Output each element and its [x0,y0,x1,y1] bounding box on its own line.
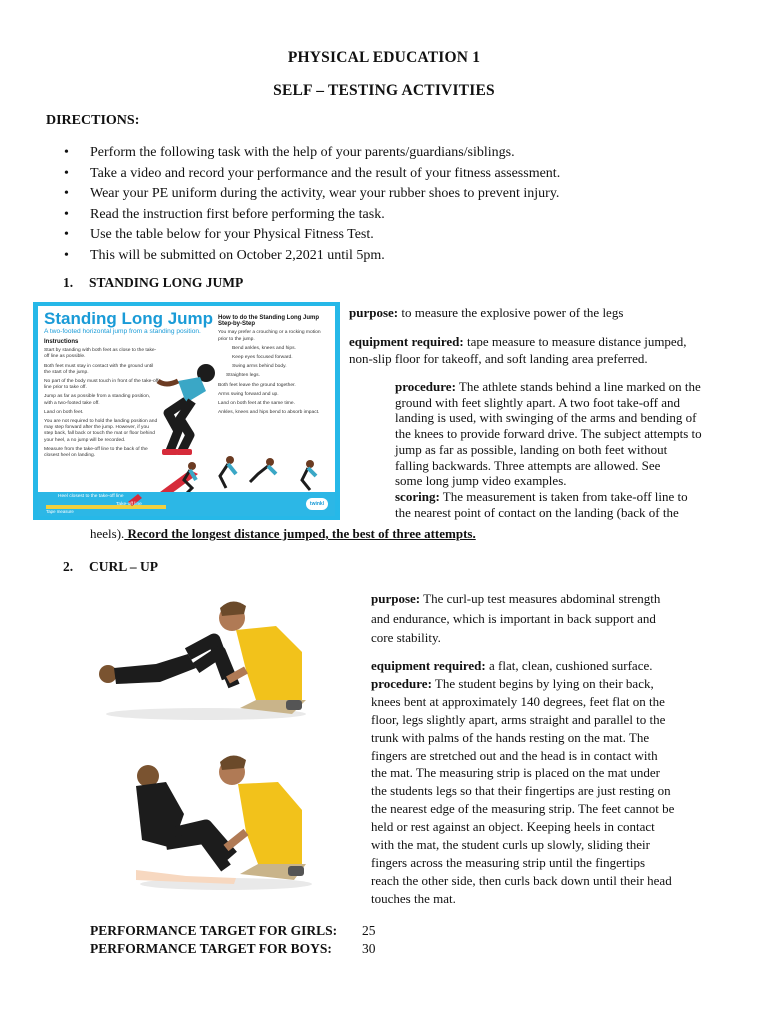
long-jump-equipment [349,333,686,367]
equipment-text: a flat, clean, cushioned surface. [485,658,653,673]
procedure-line: The athlete stands behind a line marked on the [455,379,701,394]
poster-step: Arms swing forward and up. [218,391,279,397]
target-girls-value: 25 [362,923,376,938]
poster-title: Standing Long Jump [44,309,214,328]
poster-tape-label: Tape measure [46,509,74,514]
section-number: 1. [63,275,74,290]
document-subtitle: SELF – TESTING ACTIVITIES [273,82,495,99]
procedure-line: held or rest against an object. Keeping heels in contact [371,819,655,835]
long-jump-scoring-end [90,526,476,542]
scoring-text: The measurement is taken from take-off line to [439,488,688,504]
procedure-line: some long jump video examples. [395,473,567,489]
poster-instruction: Jump as far as possible from a standing position, with a two-footed take off. [44,394,151,406]
section-title: STANDING LONG JUMP [89,275,244,290]
procedure-line: jump as far as possible, landing on both feet without [395,441,668,457]
poster-step: Ankles, knees and hips bend to absorb impact. [218,410,320,416]
curl-up-start-photo [96,596,312,724]
procedure-line: trunk with palms of the hands resting on the mat. The [371,729,650,745]
purpose-line: The curl-up test measures abdominal strength [420,591,661,606]
crouching-jumper-illustration [148,351,228,461]
poster-step: You may prefer a crouching or a rocking motion prior to the jump. [218,330,321,342]
procedure-line: landing is used, with swinging of the arms and bending of [395,410,697,426]
equipment-text: tape measure to measure distance jumped, [463,334,687,349]
purpose-label: purpose: [349,305,399,320]
poster-step: Both feet leave the ground together. [218,382,296,388]
procedure-line: with the mat, the student curls up slowly, sliding their [371,837,650,853]
performance-targets [90,922,376,957]
poster-takeoff-label: Take-off line [116,502,142,507]
poster-instruction: Start by standing with both feet as close to the take-off line as possible. [44,348,157,360]
procedure-line: reach the other side, then curls back down until their head [371,872,672,888]
procedure-line: touches the mat. [371,890,456,906]
poster-instruction: Both feet must stay in contact with the ground until the start of the jump. [44,363,154,375]
poster-instruction: No part of the body must touch in front of the take-off line prior to take off. [44,379,159,391]
curl-up-details [371,657,674,908]
procedure-line: ground with feet slightly apart. A two foot take-off and [395,394,680,410]
poster-instruction: Land on both feet. [44,409,84,415]
directions-heading: DIRECTIONS: [46,113,140,128]
procedure-line: fingers across the measuring strip until the fingertips [371,854,646,870]
procedure-line: the nearest edge of the measuring strip. The feet cannot be [371,801,675,817]
poster-steps-heading: How to do the Standing Long Jump Step-by-Step [218,315,319,328]
procedure-line: the knees to provide forward drive. The subject attempts to [395,426,702,442]
target-boys-value: 30 [362,940,376,956]
poster-step: Swing arms behind body. [232,364,287,370]
long-jump-poster [33,302,340,520]
poster-instructions [44,339,159,462]
poster-step: Bend ankles, knees and hips. [232,345,296,351]
directions-item: • Use the table below for your Physical Fitness Test. [60,225,560,246]
poster-instruction: Measure from the take-off line to the back of the closest heel on landing. [44,446,148,459]
directions-item: • This will be submitted on October 2,2021 until 5pm. [60,246,560,267]
section-number: 2. [63,559,74,574]
scoring-emphasis: Record the longest distance jumped, the best of three attempts. [124,526,476,541]
directions-item: • Take a video and record your performance and the result of your fitness assessment. [60,164,560,185]
procedure-label: procedure: [395,379,456,394]
directions-item: • Wear your PE uniform during the activity, wear your rubber shoes to prevent injury. [60,184,560,205]
directions-list [60,143,560,266]
procedure-line: falling backwards. Three attempts are allowed. See [395,457,661,473]
section-heading-curl-up [63,559,158,575]
long-jump-procedure [395,379,702,520]
poster-subtitle: A two-footed horizontal jump from a standing position. [44,328,201,335]
poster-instructions-heading: Instructions [44,339,79,345]
poster-step: Land on both feet at the same time. [218,401,295,407]
curl-up-finish-photo [126,752,312,892]
poster-body [38,306,335,516]
target-girls-label: PERFORMANCE TARGET FOR GIRLS: [90,923,338,938]
procedure-line: the students legs so that their fingertips are just resting on [371,783,671,799]
equipment-label: equipment required: [371,658,486,673]
poster-step: Straighten legs. [226,373,260,379]
poster-steps [218,315,330,419]
document-title: PHYSICAL EDUCATION 1 [287,49,481,66]
purpose-line: and endurance, which is important in back support and [371,610,656,626]
section-title: CURL – UP [89,559,159,574]
scoring-text: the nearest point of contact on the landing (back of the [395,504,679,520]
purpose-label: purpose: [371,591,421,606]
poster-step: Keep eyes focused forward. [232,355,293,361]
purpose-text: to measure the explosive power of the legs [398,305,624,320]
procedure-label: procedure: [371,675,432,691]
directions-item: • Perform the following task with the help of your parents/guardians/siblings. [60,143,560,164]
equipment-label: equipment required: [349,334,464,349]
scoring-text: heels). [90,526,125,541]
section-heading-long-jump [63,275,243,291]
twinkl-logo: twinkl [306,498,328,510]
poster-footer [38,492,335,516]
directions-item: • Read the instruction first before performing the task. [60,205,560,226]
procedure-line: The student begins by lying on their back, [431,675,654,691]
poster-instruction: You are not required to hold the landing position and may step forward after the jump. However, if you step back, fall back or touch the mat or floor behind your heel, a no jump will be recorded. [44,419,158,443]
procedure-line: the mat. The measuring strip is placed on the mat under [371,765,660,781]
target-boys-label: PERFORMANCE TARGET FOR BOYS: [90,940,332,956]
poster-heel-label: Heel closest to the take-off line [58,494,124,499]
long-jump-purpose [349,305,623,321]
procedure-line: fingers are stretched out and the head is in contact with [371,747,658,763]
curl-up-purpose [371,589,660,648]
procedure-line: floor, legs slightly apart, arms straight and parallel to the [371,711,666,727]
scoring-label: scoring: [395,488,440,504]
procedure-line: knees bent at approximately 140 degrees, feet flat on the [371,693,665,709]
purpose-line: core stability. [371,630,441,645]
equipment-text: non-slip floor for takeoff, and soft landing area preferred. [349,351,648,366]
